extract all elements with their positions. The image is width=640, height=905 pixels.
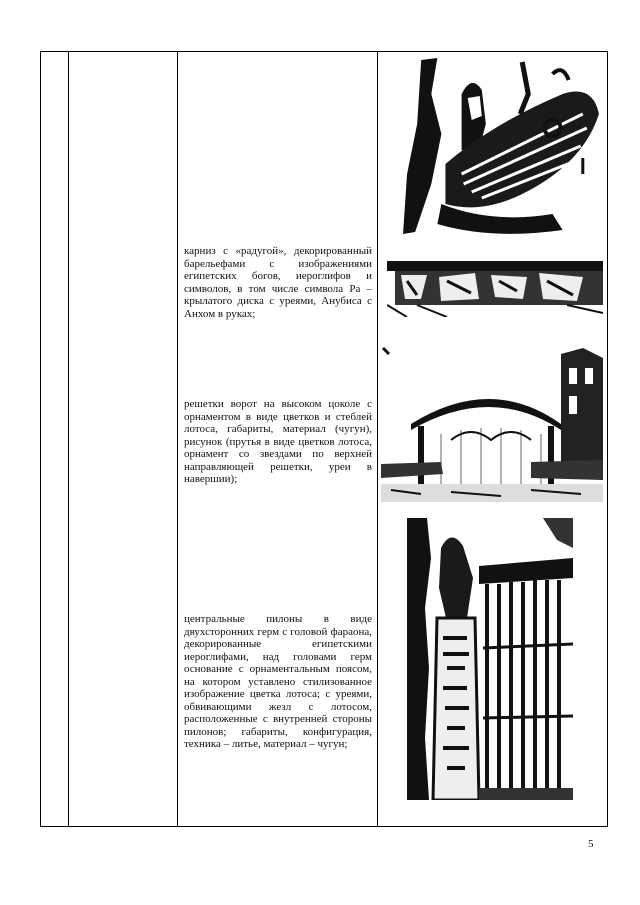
cornice-frieze-photo (387, 251, 603, 317)
gate-general-view-photo (381, 344, 603, 502)
column-divider (68, 52, 69, 826)
winged-goddess-relief-photo (401, 54, 603, 240)
cornice-description: карниз с «радугой», декорированный барельефами с изображениями египетских богов, иероглифов и символов, в том числе символа Ра – крылатого диска с уреями, Анубиса с Анхом в руках; (184, 245, 372, 320)
pylons-description: центральные пилоны в виде двухсторонних герм с головой фараона, декорированные египетскими иероглифами, над головами герм основание с орнаментальным поясом, на котором уставлено стилизованное изображение цветка лотоса; с уреями, обвивающими жезл с лотосом, расположенные с внутренней стороны пилонов; габариты, конфигурация, техника – литье, материал – чугун; (184, 613, 372, 750)
document-table (40, 51, 608, 827)
gate-grille-description: решетки ворот на высоком цоколе с орнаментом в виде цветков и стеблей лотоса, габариты, материал (чугун), рисунок (прутья в виде цветков лотоса, орнамент со звездами по верхней направляющей решетки, уреи в навершии); (184, 398, 372, 485)
column-divider (177, 52, 178, 826)
page-number: 5 (588, 838, 594, 850)
pylon-closeup-photo (407, 518, 573, 800)
column-divider (377, 52, 378, 826)
